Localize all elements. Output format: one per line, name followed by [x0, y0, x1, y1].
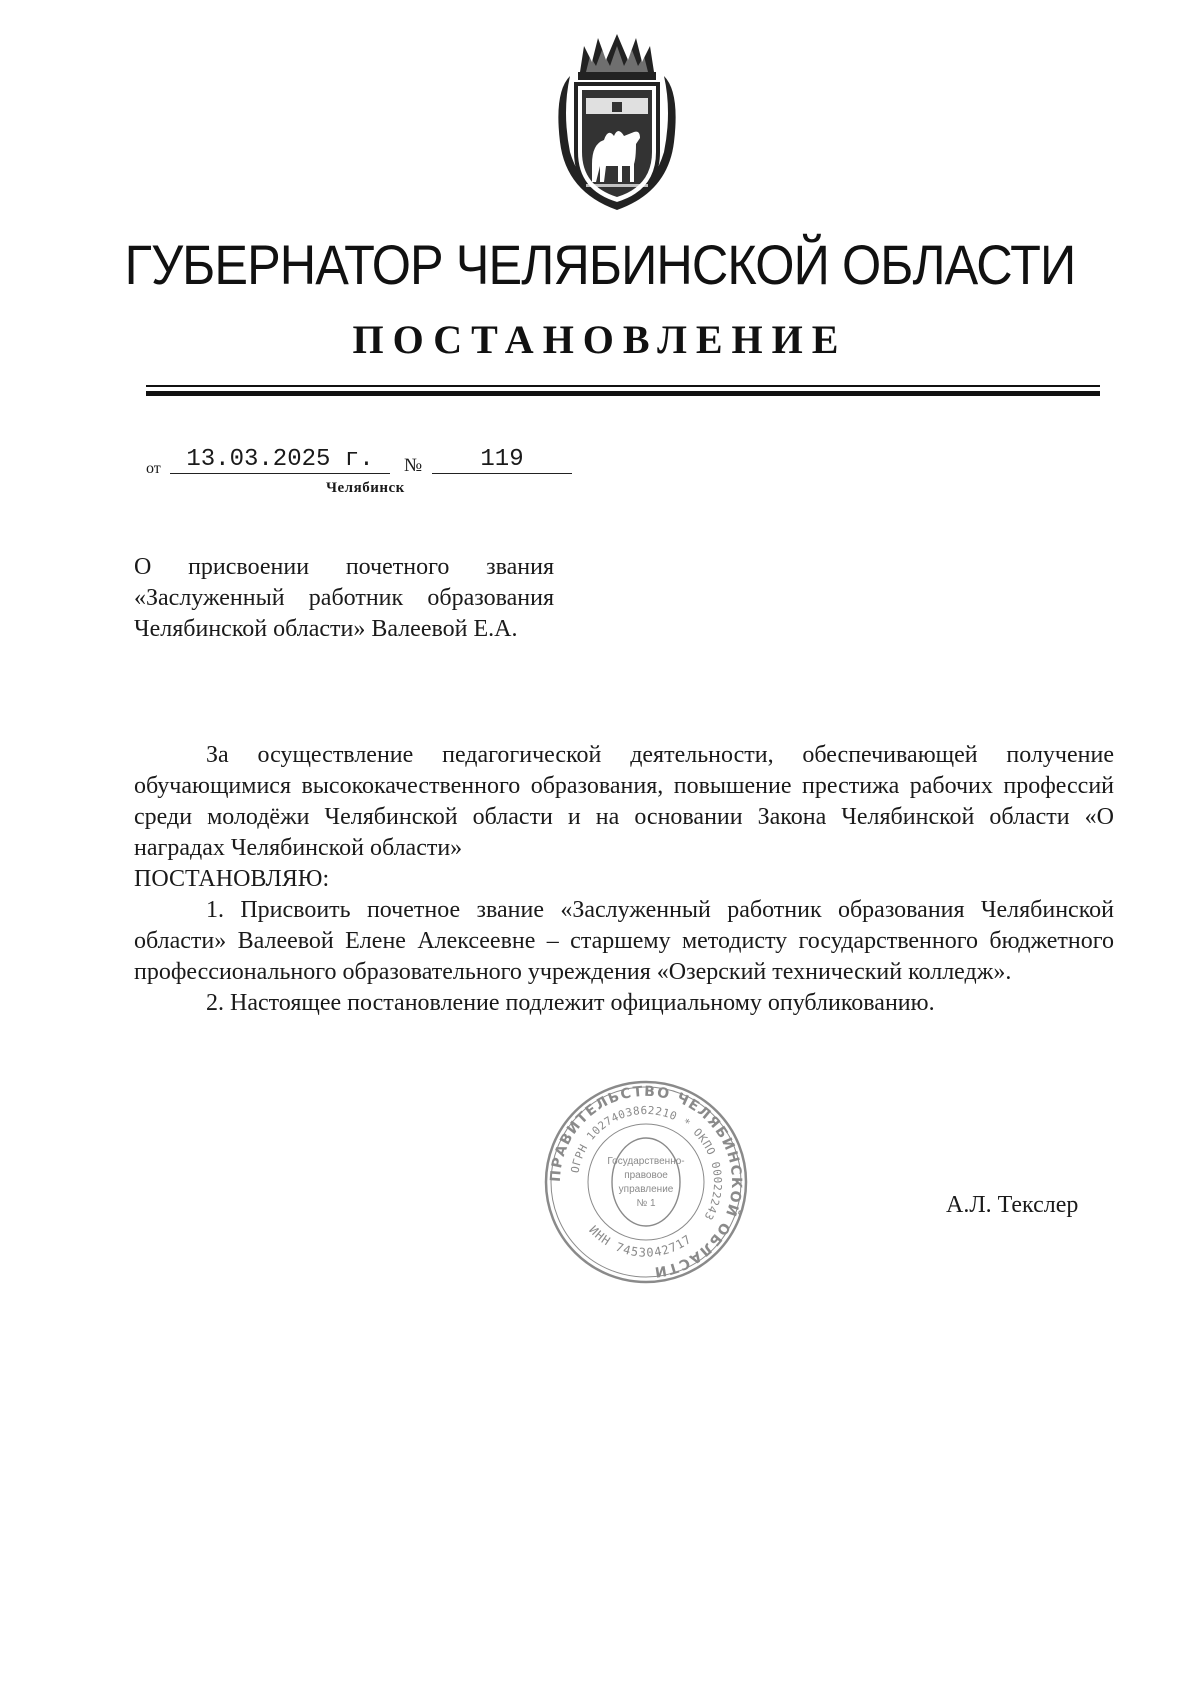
document-date: 13.03.2025 г.	[170, 447, 390, 474]
seal-center-line-1: Государственно-	[607, 1156, 685, 1167]
date-prefix: от	[146, 460, 161, 477]
coat-of-arms-emblem	[552, 32, 682, 214]
document-body	[134, 740, 1114, 1019]
header-divider-thin	[146, 385, 1100, 387]
document-type: ПОСТАНОВЛЕНИЕ	[352, 317, 848, 362]
seal-center-line-3: управление	[618, 1184, 674, 1195]
seal-outer-text: ПРАВИТЕЛЬСТВО ЧЕЛЯБИНСКОЙ ОБЛАСТИ	[547, 1083, 745, 1280]
resolve-word: ПОСТАНОВЛЯЮ:	[134, 866, 330, 892]
official-seal	[542, 1078, 750, 1286]
document-subject: О присвоении почетного звания «Заслуженный работник образования Челябинской области» Валеевой Е.А.	[134, 554, 554, 642]
svg-text:ИНН 7453042717	[586, 1223, 694, 1260]
resolution-item-1: 1. Присвоить почетное звание «Заслуженный работник образования Челябинской области» Валеевой Елене Алексеевне – старшему методисту государственного бюджетного профессионального образовательного учреждения «Озерский технический колледж».	[134, 897, 1114, 985]
seal-bottom-text: ИНН 7453042717	[586, 1222, 695, 1260]
org-title: ГУБЕРНАТОР ЧЕЛЯБИНСКОЙ ОБЛАСТИ	[124, 233, 1076, 296]
seal-center-line-2: правовое	[624, 1170, 668, 1181]
resolution-item-2: 2. Настоящее постановление подлежит официальному опубликованию.	[206, 990, 935, 1016]
number-sign: №	[404, 455, 423, 476]
signatory-name: А.Л. Текслер	[946, 1192, 1079, 1218]
document-number: 119	[432, 447, 572, 474]
seal-inner-text: ОГРН 1027403862210 * ОКПО 00022243	[568, 1103, 725, 1223]
preamble-paragraph: За осуществление педагогической деятельности, обеспечивающей получение обучающимися высококачественного образования, повышение престижа рабочих профессий среди молодёжи Челябинской области и на основании Закона Челябинской области «О наградах Челябинской области»	[134, 742, 1114, 861]
header-divider-thick	[146, 391, 1100, 396]
seal-center-line-4: № 1	[636, 1198, 656, 1209]
issue-city: Челябинск	[326, 480, 405, 496]
